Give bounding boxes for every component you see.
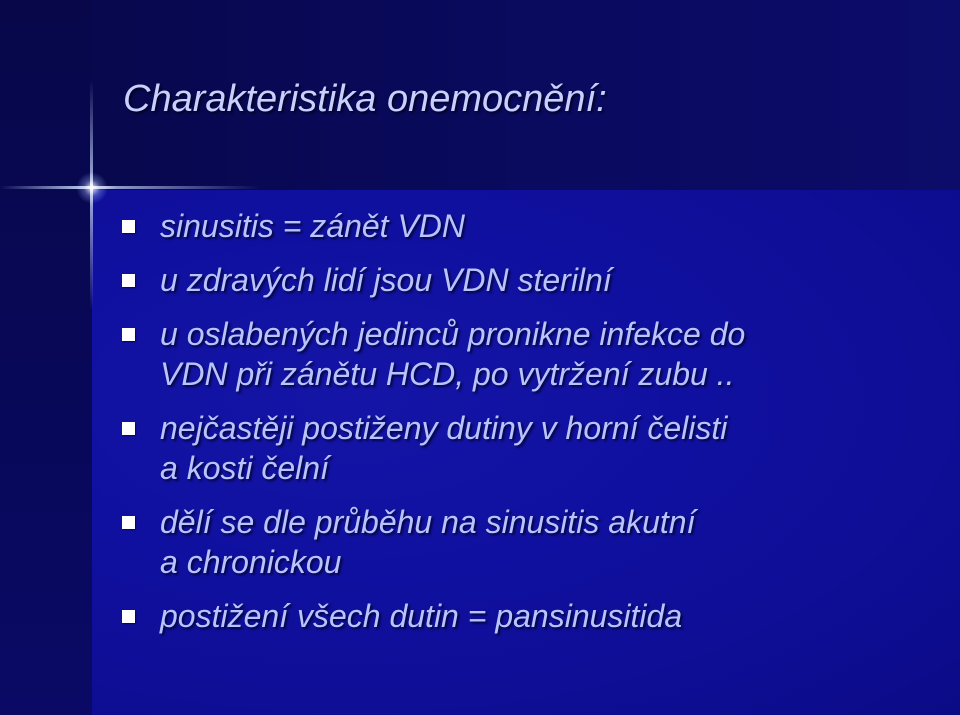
background-left-band <box>0 0 92 715</box>
square-bullet-icon <box>122 220 135 233</box>
bullet-text-continuation: a chronickou <box>160 544 342 580</box>
bullet-list <box>120 206 940 650</box>
bullet-text: nejčastěji postiženy dutiny v horní čelisti <box>160 410 728 446</box>
square-bullet-icon <box>122 516 135 529</box>
bullet-text: u zdravých lidí jsou VDN sterilní <box>160 262 612 298</box>
light-flare-horizontal <box>0 186 260 189</box>
square-bullet-icon <box>122 422 135 435</box>
bullet-text: postižení všech dutin = pansinusitida <box>160 598 683 634</box>
bullet-text-continuation: VDN při zánětu HCD, po vytržení zubu .. <box>160 356 735 392</box>
bullet-text: sinusitis = zánět VDN <box>160 208 466 244</box>
bullet-text: u oslabených jedinců pronikne infekce do <box>160 316 746 352</box>
bullet-item <box>120 596 940 636</box>
square-bullet-icon <box>122 274 135 287</box>
square-bullet-icon <box>122 610 135 623</box>
bullet-text: dělí se dle průběhu na sinusitis akutní <box>160 504 696 540</box>
bullet-item <box>120 206 940 246</box>
square-bullet-icon <box>122 328 135 341</box>
bullet-item <box>120 314 940 394</box>
light-flare-icon <box>76 172 108 204</box>
slide-title: Charakteristika onemocnění: <box>123 78 607 120</box>
bullet-item <box>120 260 940 300</box>
bullet-text-continuation: a kosti čelní <box>160 450 329 486</box>
bullet-item <box>120 502 940 582</box>
bullet-item <box>120 408 940 488</box>
